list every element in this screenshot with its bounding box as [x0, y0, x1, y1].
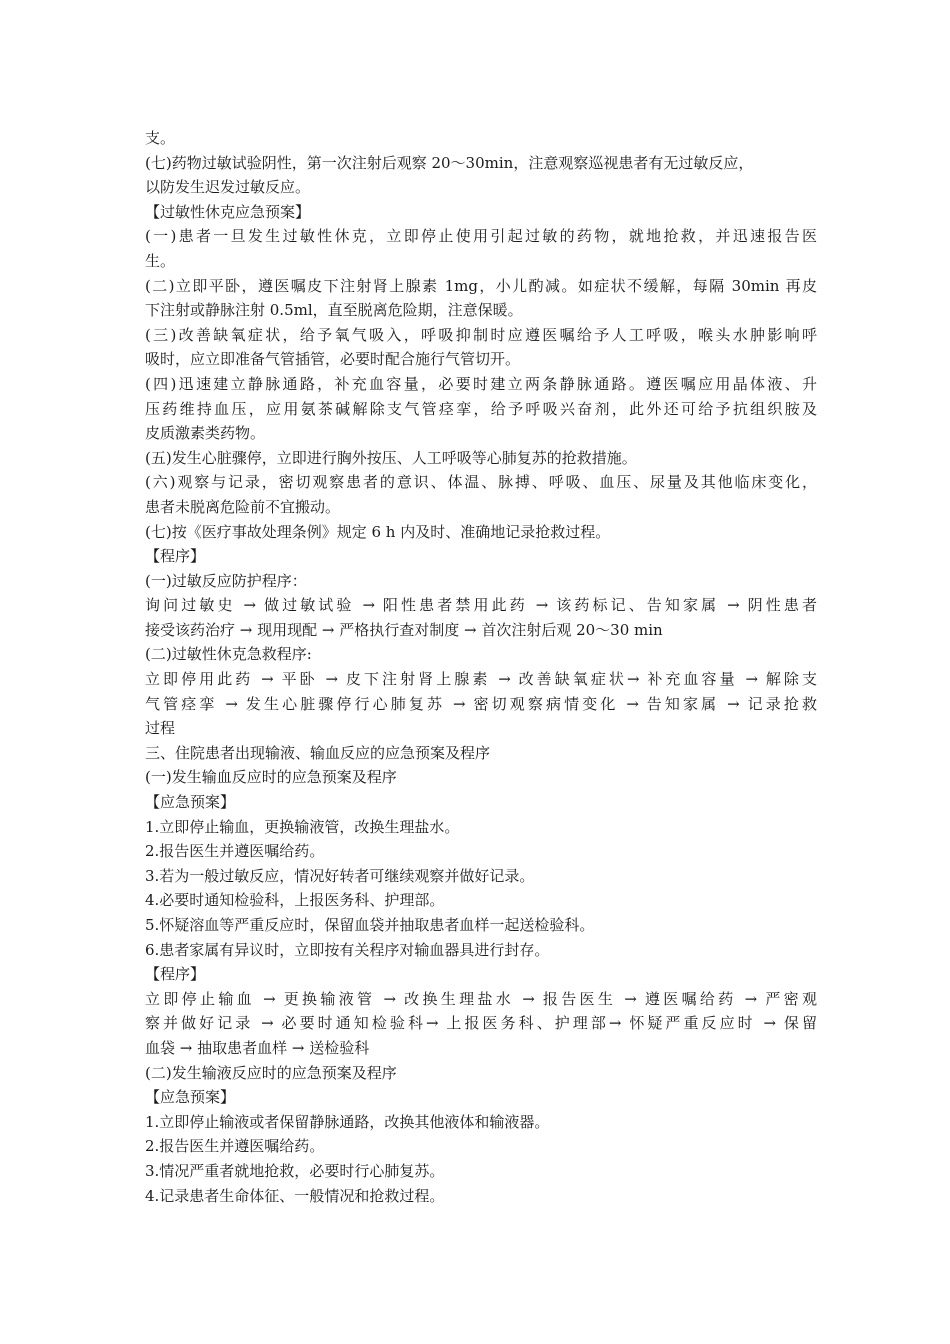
text-line: (四)迅速建立静脉通路，补充血容量，必要时建立两条静脉通路。遵医嘱应用晶体液、升 [145, 374, 817, 393]
text-line: (一)过敏反应防护程序： [145, 571, 307, 590]
text-line: (二)立即平卧，遵医嘱皮下注射肾上腺素 1mg，小儿酌减。如症状不缓解，每隔 30min 再皮 [145, 276, 817, 295]
text-line: 接受该药治疗 → 现用现配 → 严格执行查对制度 → 首次注射后观 20～30 min [145, 620, 663, 639]
text-line: 1.立即停止输血，更换输液管，改换生理盐水。 [145, 817, 460, 836]
text-line: 【程序】 [145, 547, 206, 566]
text-line: 血袋 → 抽取患者血样 → 送检验科 [145, 1038, 370, 1057]
text-line: (七)按《医疗事故处理条例》规定 6 h 内及时、准确地记录抢救过程。 [145, 522, 611, 541]
text-line: 2.报告医生并遵医嘱给药。 [145, 842, 325, 861]
text-line: 询问过敏史 → 做过敏试验 → 阳性患者禁用此药 → 该药标记、告知家属 → 阴性患者 [145, 596, 817, 615]
text-line: 5.怀疑溶血等严重反应时，保留血袋并抽取患者血样一起送检验科。 [145, 916, 595, 934]
document-page [145, 126, 817, 1208]
text-line: (一)患者一旦发生过敏性休克，立即停止使用引起过敏的药物，就地抢救，并迅速报告医 [145, 227, 817, 246]
text-line: 患者未脱离危险前不宜搬动。 [145, 497, 341, 516]
text-line: 立即停用此药 → 平卧 → 皮下注射肾上腺素 → 改善缺氧症状→ 补充血容量 → 解除支 [145, 670, 817, 689]
text-line: 【应急预案】 [145, 793, 236, 812]
text-line: 6.患者家属有异议时，立即按有关程序对输血器具进行封存。 [145, 940, 550, 959]
text-line: 支。 [145, 129, 176, 147]
text-line: 2.报告医生并遵医嘱给药。 [145, 1137, 325, 1156]
text-line: 生。 [145, 251, 176, 270]
text-line: (二)发生输液反应时的应急预案及程序 [145, 1063, 397, 1082]
text-line: 【过敏性休克应急预案】 [145, 202, 311, 221]
text-line: 4.必要时通知检验科，上报医务科、护理部。 [145, 891, 445, 910]
text-line: 过程 [145, 719, 176, 738]
text-line: 三、住院患者出现输液、输血反应的应急预案及程序 [145, 743, 491, 762]
text-line: 【程序】 [145, 965, 206, 984]
text-line: (二)过敏性休克急救程序: [145, 645, 312, 664]
text-line: 3.若为一般过敏反应，情况好转者可继续观察并做好记录。 [145, 866, 535, 885]
text-line: 3.情况严重者就地抢救，必要时行心肺复苏。 [145, 1161, 445, 1180]
text-line: (五)发生心脏骤停，立即进行胸外按压、人工呼吸等心肺复苏的抢救措施。 [145, 448, 637, 467]
text-line: 4.记录患者生命体征、一般情况和抢救过程。 [145, 1186, 445, 1205]
text-line: (七)药物过敏试验阴性，第一次注射后观察 20～30min，注意观察巡视患者有无过敏反应， [145, 153, 754, 172]
text-line: 吸时，应立即准备气管插管，必要时配合施行气管切开。 [145, 350, 521, 369]
text-line: 皮质激素类药物。 [145, 424, 266, 443]
text-line: 察并做好记录 → 必要时通知检验科→ 上报医务科、护理部→ 怀疑严重反应时 → 保留 [145, 1014, 817, 1033]
text-line: 气管痉挛 → 发生心脏骤停行心肺复苏 → 密切观察病情变化 → 告知家属 → 记录抢救 [145, 694, 817, 713]
text-line: (六)观察与记录，密切观察患者的意识、体温、脉搏、呼吸、血压、尿量及其他临床变化， [145, 473, 817, 492]
text-line: 【应急预案】 [145, 1088, 236, 1107]
text-line: (一)发生输血反应时的应急预案及程序 [145, 768, 397, 787]
text-line: 立即停止输血 → 更换输液管 → 改换生理盐水 → 报告医生 → 遵医嘱给药 → 严密观 [145, 989, 817, 1008]
text-line: 以防发生迟发过敏反应。 [145, 178, 311, 197]
text-line: 压药维持血压，应用氨茶碱解除支气管痉挛，给予呼吸兴奋剂，此外还可给予抗组织胺及 [145, 399, 817, 418]
text-line: 下注射或静脉注射 0.5ml，直至脱离危险期，注意保暖。 [145, 301, 523, 320]
text-line: (三)改善缺氧症状，给予氧气吸入，呼吸抑制时应遵医嘱给予人工呼吸，喉头水肿影响呼 [145, 325, 817, 344]
text-line: 1.立即停止输液或者保留静脉通路，改换其他液体和输液器。 [145, 1112, 550, 1131]
